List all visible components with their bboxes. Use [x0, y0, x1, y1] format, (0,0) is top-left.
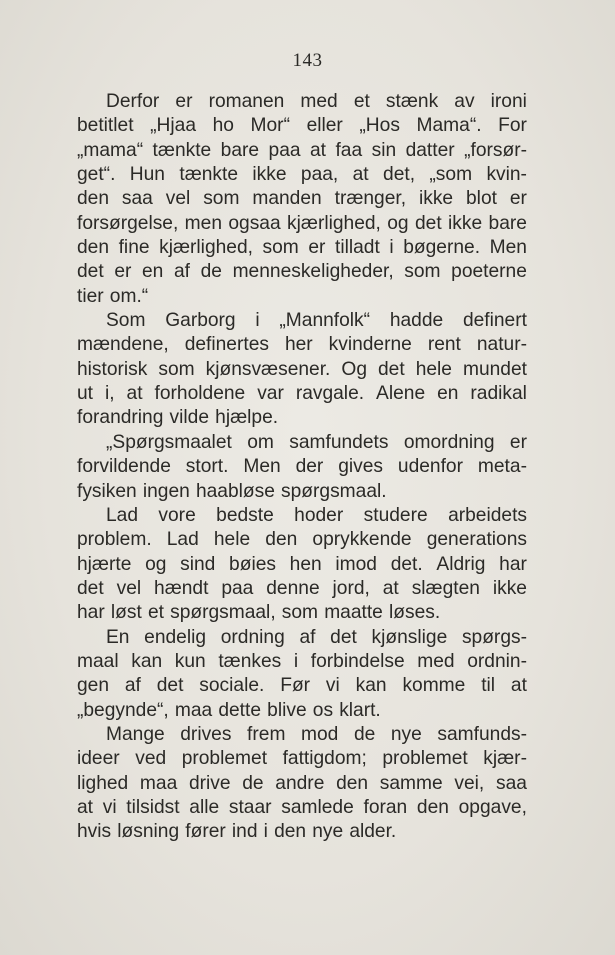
- word: med: [300, 91, 338, 112]
- word: mod: [301, 723, 339, 745]
- word: samlede: [281, 796, 354, 818]
- word: betitlet: [77, 115, 134, 137]
- word: en: [142, 261, 164, 283]
- word: det: [378, 358, 405, 380]
- word: et: [147, 602, 164, 624]
- text-line: [77, 480, 527, 504]
- word: de: [200, 261, 222, 283]
- word: vore: [158, 504, 196, 526]
- word: stort.: [185, 456, 229, 478]
- text-line: [77, 820, 527, 844]
- word: gen: [77, 675, 110, 697]
- page-number: 143: [292, 50, 323, 71]
- word: her: [284, 334, 313, 356]
- paragraph: [77, 723, 527, 845]
- word: historisk: [77, 358, 148, 380]
- word: denne: [266, 577, 320, 599]
- word: et: [353, 91, 370, 112]
- word: kjær-: [483, 748, 527, 770]
- word: af: [124, 675, 141, 697]
- word: problemet: [181, 748, 268, 770]
- word: som: [262, 237, 299, 259]
- word: og: [387, 212, 409, 234]
- word: i: [293, 650, 299, 672]
- word: ikke: [252, 164, 287, 186]
- text-line: [77, 601, 527, 625]
- word: eller: [306, 115, 343, 137]
- word: det: [414, 212, 442, 234]
- word: ved: [135, 748, 167, 770]
- word: har: [77, 602, 105, 624]
- word: forholdene: [154, 383, 246, 405]
- word: det: [330, 626, 357, 648]
- word: spørgs-: [461, 626, 527, 648]
- word: maa: [139, 772, 178, 794]
- text-line: [77, 528, 527, 552]
- word: arbeidets: [448, 504, 527, 526]
- word: den: [77, 237, 110, 259]
- word: tænkes: [218, 650, 282, 672]
- word: kvin-: [486, 164, 527, 186]
- word: Aldrig: [436, 553, 486, 575]
- word: tier: [77, 285, 104, 307]
- word: ut: [77, 383, 94, 405]
- text-line: [77, 699, 527, 723]
- word: forvildende: [77, 456, 171, 478]
- text-line: [77, 139, 527, 163]
- word: ingen: [142, 480, 190, 502]
- text-line: [77, 406, 527, 430]
- word: der: [295, 456, 324, 478]
- word: blot: [466, 188, 497, 210]
- word: hoder: [294, 504, 344, 526]
- word: bare: [488, 212, 527, 234]
- word: hændt: [154, 577, 209, 599]
- word: som: [404, 261, 441, 283]
- word: For: [498, 115, 527, 137]
- word: lighed: [77, 772, 129, 794]
- word: Mama“.: [416, 115, 482, 137]
- text-line: [77, 626, 527, 650]
- text-line: [77, 723, 527, 747]
- word: kjærlighed,: [287, 212, 381, 234]
- word: tilladt: [335, 237, 380, 259]
- word: hele: [415, 358, 452, 380]
- text-line: [77, 455, 527, 479]
- word: som: [281, 602, 319, 624]
- word: definert: [462, 310, 527, 332]
- word: „forsør-: [464, 139, 527, 161]
- word: men: [184, 212, 222, 234]
- word: samme: [379, 772, 443, 794]
- word: opgave,: [458, 796, 527, 818]
- paragraph: [77, 504, 527, 626]
- word: poeterne: [451, 261, 527, 283]
- word: foran: [363, 796, 408, 818]
- word: endelig: [144, 626, 207, 648]
- word: romanen: [208, 91, 285, 112]
- word: at: [126, 383, 143, 405]
- word: har: [499, 553, 527, 575]
- word: er: [114, 261, 132, 283]
- word: tilsidst: [126, 796, 180, 818]
- word: „Hos: [359, 115, 400, 137]
- word: „begynde“,: [77, 699, 169, 721]
- word: Men: [243, 456, 281, 478]
- word: vi: [102, 796, 117, 818]
- word: av: [454, 91, 475, 112]
- word: maal: [77, 650, 119, 672]
- word: datter: [405, 139, 455, 161]
- word: „Spørgsmaalet: [106, 431, 232, 453]
- paragraph: [77, 309, 527, 431]
- word: kun: [174, 650, 206, 672]
- word: nye: [312, 821, 344, 843]
- paragraph: [77, 626, 527, 723]
- word: jord,: [332, 577, 370, 599]
- word: generations: [426, 529, 527, 551]
- word: i,: [104, 383, 115, 405]
- word: omordning: [403, 431, 495, 453]
- word: tænkte: [179, 164, 239, 186]
- word: paa: [221, 577, 254, 599]
- word: Lad: [166, 529, 199, 551]
- word: af: [299, 626, 316, 648]
- word: det: [77, 261, 104, 283]
- word: radikal: [470, 383, 527, 405]
- word: Lad: [106, 504, 139, 526]
- text-line: [77, 796, 527, 820]
- word: natur-: [476, 334, 527, 356]
- word: løsning: [117, 821, 180, 843]
- word: menneskeligheder,: [232, 261, 394, 283]
- word: ideer: [77, 748, 120, 770]
- text-line: [77, 260, 527, 284]
- word: „mama“: [77, 139, 144, 161]
- word: andre: [275, 772, 325, 794]
- word: den: [265, 529, 298, 551]
- word: samfunds-: [437, 723, 527, 745]
- word: Mange: [106, 723, 165, 745]
- paragraph: [77, 431, 527, 504]
- word: maa: [174, 699, 213, 721]
- word: af: [173, 261, 190, 283]
- text-line: [77, 431, 527, 455]
- word: ho: [212, 115, 234, 137]
- word: vel: [165, 188, 191, 210]
- word: Derfor: [106, 91, 160, 112]
- word: mundet: [462, 358, 527, 380]
- word: var: [257, 383, 284, 405]
- word: problemet: [382, 748, 468, 770]
- text-line: [77, 577, 527, 601]
- word: fine: [118, 237, 150, 259]
- word: ironi: [490, 91, 527, 112]
- word: det: [77, 577, 104, 599]
- word: den: [274, 821, 307, 843]
- word: tænkte: [152, 139, 212, 161]
- word: hadde: [389, 310, 444, 332]
- word: drives: [180, 723, 232, 745]
- word: det: [156, 675, 184, 697]
- word: hen: [289, 553, 322, 575]
- word: frem: [247, 723, 286, 745]
- word: definertes: [184, 334, 269, 356]
- word: meta-: [477, 456, 527, 478]
- word: staar: [228, 796, 272, 818]
- word: i: [255, 310, 260, 332]
- word: vei,: [454, 772, 485, 794]
- word: kjærlighed,: [159, 237, 253, 259]
- word: manden: [252, 188, 322, 210]
- word: kvinderne: [328, 334, 412, 356]
- word: som: [158, 358, 195, 380]
- word: ikke: [448, 212, 483, 234]
- word: det.: [390, 553, 423, 575]
- text-line: [77, 114, 527, 138]
- text-line: [77, 212, 527, 236]
- word: vi: [325, 675, 340, 697]
- word: fysiken: [77, 480, 137, 502]
- word: at: [352, 164, 369, 186]
- word: kjønsvæsener.: [205, 358, 331, 380]
- word: sociale.: [199, 675, 265, 697]
- word: med: [417, 650, 455, 672]
- word: fattigdom;: [282, 748, 367, 770]
- word: ordnin-: [467, 650, 527, 672]
- word: til: [481, 675, 496, 697]
- word: vilde: [169, 407, 210, 429]
- word: ind: [231, 821, 258, 843]
- word: bare: [220, 139, 260, 161]
- text-line: [77, 772, 527, 796]
- word: oprykkende: [312, 529, 412, 551]
- word: ravgale.: [295, 383, 365, 405]
- word: ikke: [418, 188, 454, 210]
- word: er: [175, 91, 193, 112]
- word: løst: [110, 602, 142, 624]
- word: er: [308, 237, 326, 259]
- word: Hun: [129, 164, 165, 186]
- word: bøies: [229, 553, 276, 575]
- text-line: [77, 504, 527, 528]
- word: problem.: [77, 529, 152, 551]
- word: kan: [131, 650, 163, 672]
- word: Alene: [376, 383, 426, 405]
- word: spørgsmaal.: [281, 480, 387, 502]
- word: udenfor: [397, 456, 463, 478]
- word: er: [509, 431, 527, 453]
- word: Som: [106, 310, 146, 332]
- word: det,: [383, 164, 416, 186]
- text-line: [77, 650, 527, 674]
- word: hvis: [77, 821, 112, 843]
- word: ikke: [492, 577, 527, 599]
- text-line: [77, 674, 527, 698]
- word: „Hjaa: [150, 115, 196, 137]
- body-text: [77, 90, 527, 845]
- word: forsørgelse,: [77, 212, 179, 234]
- word: hjælpe.: [215, 407, 279, 429]
- word: hjærte: [77, 553, 132, 575]
- word: alle: [189, 796, 220, 818]
- word: blive: [267, 699, 307, 721]
- word: saa: [495, 772, 527, 794]
- word: er: [509, 188, 527, 210]
- word: at: [77, 796, 94, 818]
- word: hele: [213, 529, 251, 551]
- word: kjønslige: [371, 626, 448, 648]
- word: at: [510, 675, 527, 697]
- word: klart.: [339, 699, 381, 721]
- word: drive: [188, 772, 231, 794]
- word: slægten: [411, 577, 480, 599]
- word: faa: [335, 139, 363, 161]
- word: paa: [268, 139, 301, 161]
- word: paa,: [300, 164, 339, 186]
- text-line: [77, 553, 527, 577]
- paragraph: [77, 90, 527, 309]
- word: maatte: [324, 602, 383, 624]
- word: om: [247, 431, 274, 453]
- text-line: [77, 309, 527, 333]
- word: en: [437, 383, 459, 405]
- word: rent: [427, 334, 461, 356]
- word: den: [416, 796, 449, 818]
- text-line: [77, 187, 527, 211]
- word: bedste: [216, 504, 274, 526]
- word: de: [353, 723, 376, 745]
- word: samfundets: [289, 431, 389, 453]
- word: bøgerne.: [403, 237, 481, 259]
- word: spørgsmaal,: [170, 602, 276, 624]
- word: haabløse: [195, 480, 275, 502]
- word: Mor“: [250, 115, 290, 137]
- word: komme: [402, 675, 466, 697]
- text-line: [77, 163, 527, 187]
- word: i: [389, 237, 394, 259]
- word: sind: [180, 553, 216, 575]
- word: imod: [335, 553, 377, 575]
- word: kan: [355, 675, 387, 697]
- word: mændene,: [77, 334, 169, 356]
- word: trænger,: [334, 188, 407, 210]
- word: stænk: [385, 91, 439, 112]
- word: ordning: [220, 626, 285, 648]
- word: løses.: [389, 602, 441, 624]
- word: den: [336, 772, 369, 794]
- word: gives: [338, 456, 384, 478]
- word: Før: [280, 675, 311, 697]
- word: forbindelse: [310, 650, 405, 672]
- word: forandring: [77, 407, 164, 429]
- word: En: [106, 626, 130, 648]
- text-line: [77, 333, 527, 357]
- text-line: [77, 747, 527, 771]
- word: nye: [390, 723, 422, 745]
- word: de: [242, 772, 264, 794]
- word: ogsaa: [228, 212, 281, 234]
- text-line: [77, 236, 527, 260]
- word: „som: [429, 164, 473, 186]
- word: os: [312, 699, 334, 721]
- word: dette: [218, 699, 262, 721]
- word: at: [310, 139, 327, 161]
- word: sin: [371, 139, 397, 161]
- word: Men: [489, 237, 527, 259]
- word: fører: [185, 821, 226, 843]
- text-line: [77, 90, 527, 114]
- word: som: [203, 188, 240, 210]
- word: om.“: [109, 285, 149, 307]
- text-line: [77, 358, 527, 382]
- word: vel: [116, 577, 142, 599]
- text-line: [77, 285, 527, 309]
- word: alder.: [349, 821, 397, 843]
- word: Garborg: [165, 310, 236, 332]
- word: studere: [363, 504, 428, 526]
- text-line: [77, 382, 527, 406]
- word: den: [77, 188, 110, 210]
- word: saa: [121, 188, 153, 210]
- word: i: [263, 821, 268, 843]
- word: get“.: [77, 164, 116, 186]
- word: „Mannfolk“: [279, 310, 371, 332]
- word: Og: [341, 358, 367, 380]
- word: at: [382, 577, 399, 599]
- word: og: [145, 553, 167, 575]
